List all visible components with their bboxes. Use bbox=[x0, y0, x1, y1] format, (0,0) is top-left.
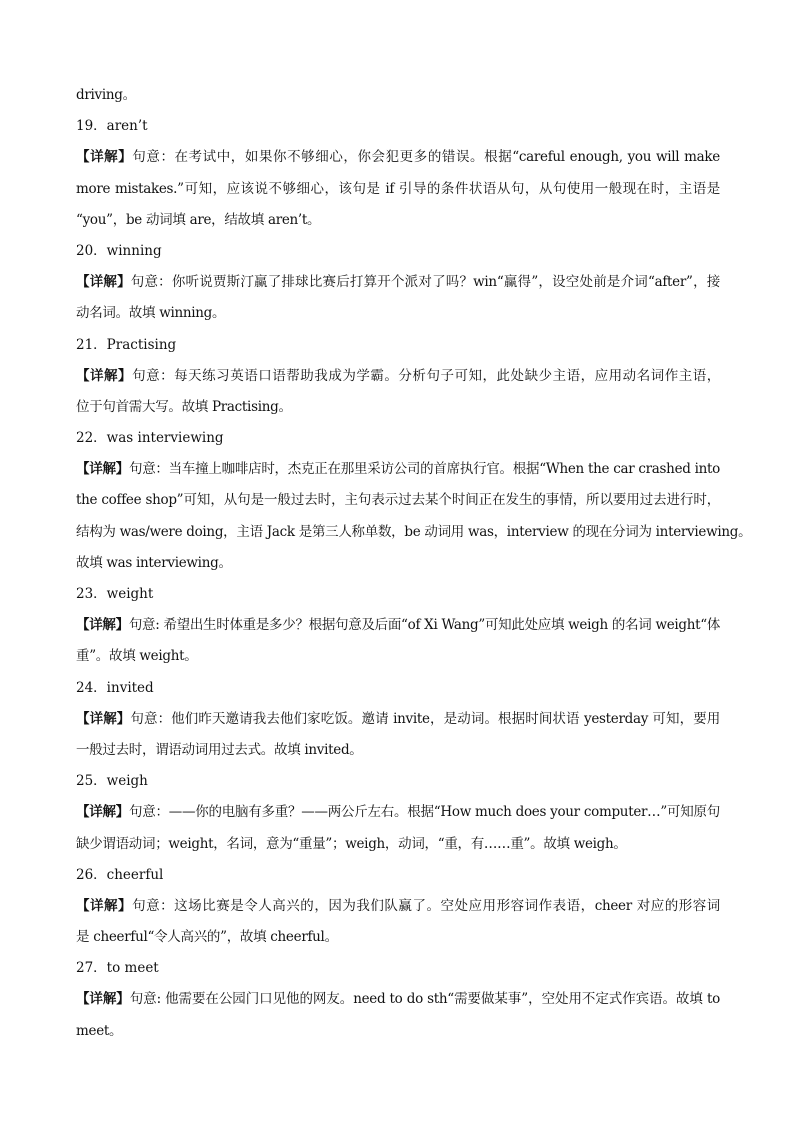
answer-item: 24．invited bbox=[76, 679, 154, 696]
explanation-line bbox=[76, 610, 720, 641]
explanation-text: 句意：——你的电脑有多重？——两公斤左右。根据“How much does your computer…”可知原句 bbox=[129, 804, 720, 821]
explanation-line bbox=[76, 454, 720, 485]
detail-tag: 【详解】 bbox=[76, 461, 129, 478]
explanation-continuation: 是 cheerful“令人高兴的”，故填 cheerful。 bbox=[76, 929, 338, 946]
explanation-text: 句意：在考试中，如果你不够细心，你会犯更多的错误。根据“careful enough, you will make bbox=[132, 149, 720, 166]
answer-item: 21．Practising bbox=[76, 336, 177, 353]
explanation-text: 句意: 希望出生时体重是多少？根据句意及后面“of Xi Wang”可知此处应填 weigh 的名词 weight“体 bbox=[128, 617, 721, 634]
detail-tag: 【详解】 bbox=[76, 710, 131, 727]
explanation-continuation: 结构为 was/were doing，主语 Jack 是第三人称单数，be 动词用 was，interview 的现在分词为 interviewing。 bbox=[76, 523, 752, 540]
explanation-text: 句意：你听说贾斯汀赢了排球比赛后打算开个派对了吗？win“赢得”，设空处前是介词“after”，接 bbox=[130, 274, 720, 291]
explanation-line bbox=[76, 797, 720, 828]
detail-tag: 【详解】 bbox=[76, 897, 133, 914]
explanation-line bbox=[76, 142, 720, 173]
detail-tag: 【详解】 bbox=[76, 804, 130, 821]
answer-item: 20．winning bbox=[76, 242, 162, 259]
explanation-line bbox=[76, 267, 720, 298]
detail-tag: 【详解】 bbox=[76, 274, 131, 291]
explanation-continuation: 位于句首需大写。故填 Practising。 bbox=[76, 398, 292, 415]
answer-item: 23．weight bbox=[76, 586, 154, 602]
explanation-continuation: “you”，be 动词填 are，结故填 aren’t。 bbox=[76, 211, 321, 228]
detail-tag: 【详解】 bbox=[76, 149, 133, 166]
explanation-text: 句意：他们昨天邀请我去他们家吃饭。邀请 invite，是动词。根据时间状语 yesterday 可知，要用 bbox=[130, 710, 720, 727]
answer-item: 19．aren’t bbox=[76, 118, 148, 135]
explanation-line bbox=[76, 704, 720, 735]
explanation-line bbox=[76, 891, 720, 922]
explanation-continuation: 故填 was interviewing。 bbox=[76, 554, 232, 571]
answer-item: 26．cheerful bbox=[76, 866, 164, 883]
explanation-line bbox=[76, 361, 720, 392]
explanation-text: 句意：当车撞上咖啡店时，杰克正在那里采访公司的首席执行官。根据“When the car crashed into bbox=[128, 461, 720, 478]
explanation-continuation: 重”。故填 weight。 bbox=[76, 648, 198, 665]
explanation-continuation: meet。 bbox=[76, 1022, 123, 1039]
explanation-continuation: driving。 bbox=[76, 87, 136, 103]
detail-tag: 【详解】 bbox=[76, 367, 133, 384]
explanation-continuation: more mistakes.”可知，应该说不够细心，该句是 if 引导的条件状语从句，从句使用一般现在时，主语是 bbox=[76, 180, 720, 197]
explanation-continuation: the coffee shop”可知，从句是一般过去时，主句表示过去某个时间正在发生的事情，所以要用过去进行时， bbox=[76, 492, 720, 509]
explanation-text: 句意: 他需要在公园门口见他的网友。need to do sth“需要做某事”，空处用不定式作宾语。故填 to bbox=[129, 991, 720, 1008]
explanation-text: 句意：这场比赛是令人高兴的，因为我们队赢了。空处应用形容词作表语，cheer 对应的形容词 bbox=[132, 897, 720, 914]
explanation-text: 句意：每天练习英语口语帮助我成为学霸。分析句子可知，此处缺少主语，应用动名词作主语， bbox=[132, 367, 720, 384]
explanation-continuation: 动名词。故填 winning。 bbox=[76, 305, 226, 322]
explanation-line bbox=[76, 984, 720, 1015]
answer-item: 25．weigh bbox=[76, 773, 148, 790]
explanation-continuation: 一般过去时，谓语动词用过去式。故填 invited。 bbox=[76, 741, 363, 758]
explanation-continuation: 缺少谓语动词；weight，名词，意为“重量”；weigh，动词，“重，有……重”。故填 weigh。 bbox=[76, 835, 627, 852]
detail-tag: 【详解】 bbox=[76, 617, 129, 634]
answer-key-page bbox=[76, 80, 752, 1047]
answer-item: 27．to meet bbox=[76, 960, 159, 977]
detail-tag: 【详解】 bbox=[76, 991, 130, 1008]
answer-item: 22．was interviewing bbox=[76, 430, 224, 447]
